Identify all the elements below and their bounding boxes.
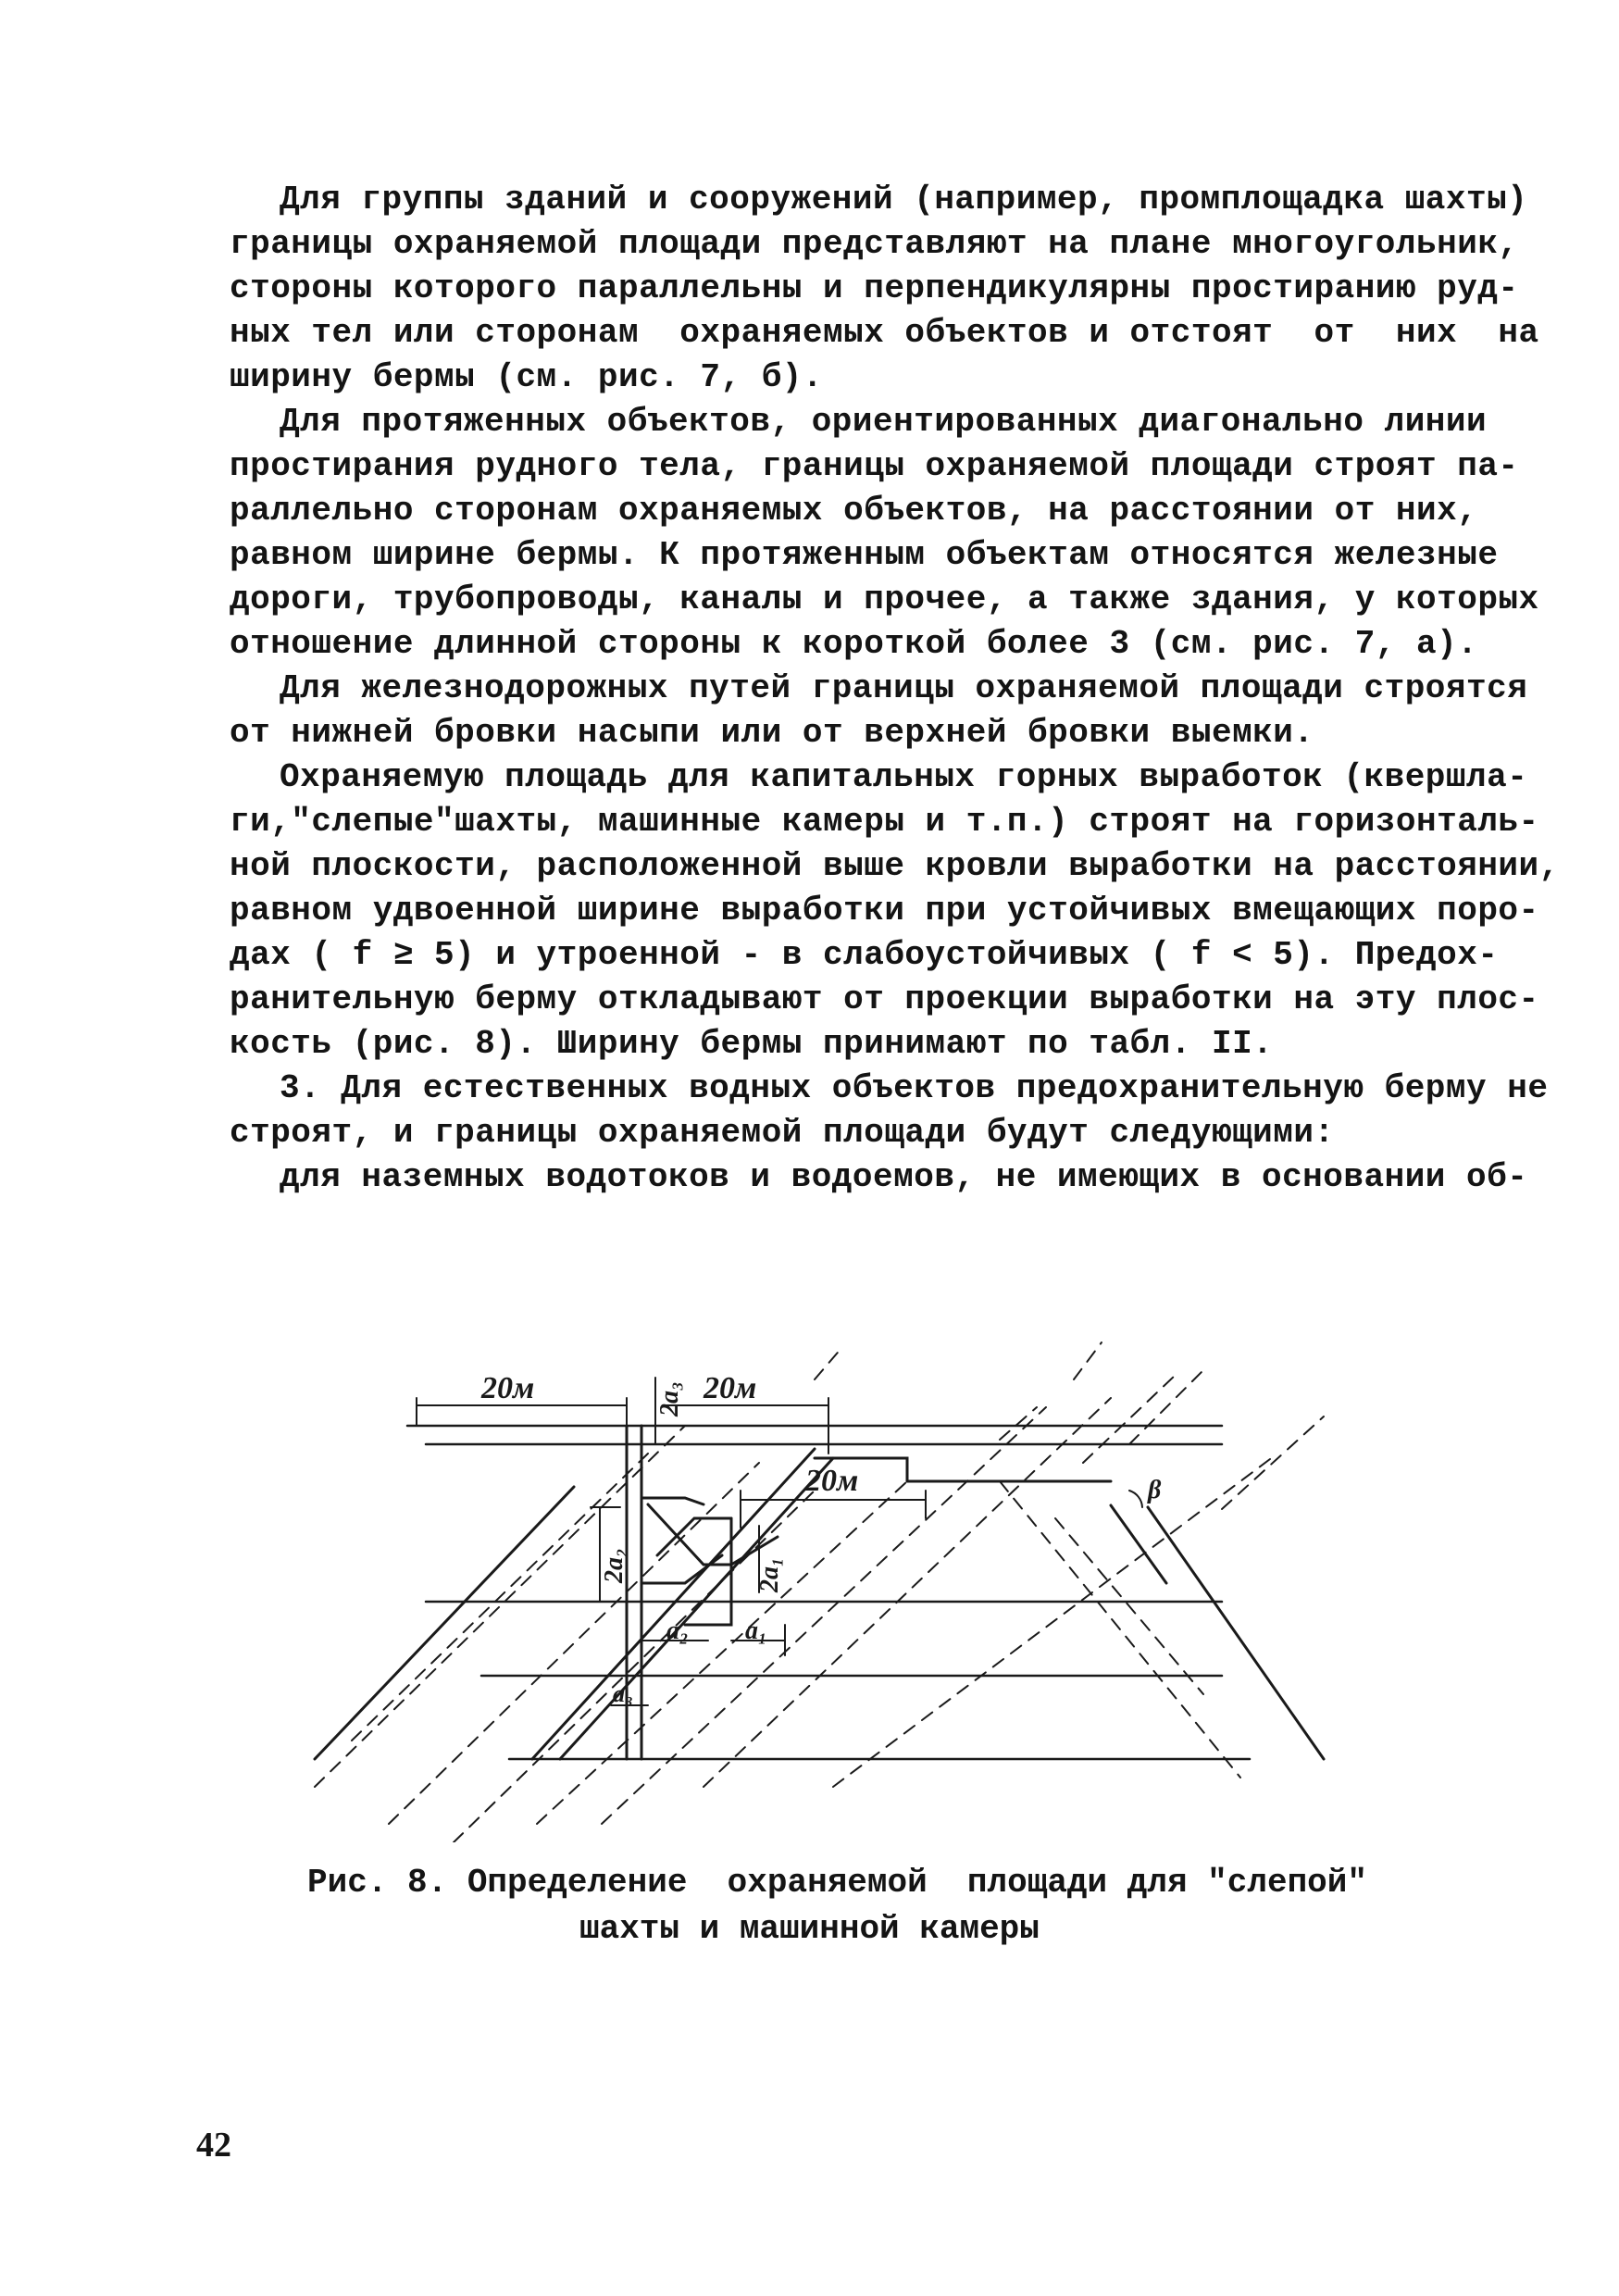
text-line: ширину бермы (см. рис. 7, б).	[230, 358, 824, 396]
text-line: дах ( f ≥ 5) и утроенной - в слабоустойчивых ( f < 5). Предох-	[230, 936, 1499, 974]
text-line: Охраняемую площадь для капитальных горных выработок (квершла-	[280, 758, 1528, 796]
solid-boundary-lines	[315, 1487, 1324, 1759]
inclined-drift	[532, 1449, 833, 1759]
text-line: стороны которого параллельны и перпендикулярны простиранию руд-	[230, 269, 1519, 307]
page-number: 42	[196, 2126, 231, 2165]
dashed-construction-lines	[315, 1342, 1324, 1842]
dim-label-20m-lower: 20м	[805, 1464, 859, 1498]
text-line: ных тел или сторонам охраняемых объектов и отстоят от них на	[230, 314, 1539, 352]
figure-caption-line-2: шахты и машинной камеры	[579, 1910, 1040, 1948]
dim-label-2a3: 2a₃	[655, 1381, 684, 1416]
dim-label-a2: a₂	[666, 1616, 689, 1645]
angle-label-beta: β	[1148, 1476, 1162, 1504]
dim-label-2a2: 2a₂	[600, 1548, 629, 1583]
text-line: для наземных водотоков и водоемов, не имеющих в основании об-	[280, 1158, 1528, 1196]
figure-caption-line-1: Рис. 8. Определение охраняемой площади для "слепой"	[307, 1864, 1367, 1902]
text-line: строят, и границы охраняемой площади будут следующими:	[230, 1114, 1335, 1152]
text-line: Для группы зданий и сооружений (например, промплощадка шахты)	[280, 181, 1528, 218]
dim-label-a3: a₃	[613, 1680, 634, 1707]
text-line: границы охраняемой площади представляют на плане многоугольник,	[230, 225, 1519, 263]
dim-label-20m-left: 20м	[481, 1371, 535, 1405]
text-line: отношение длинной стороны к короткой более 3 (см. рис. 7, а).	[230, 625, 1478, 663]
text-line: раллельно сторонам охраняемых объектов, на расстоянии от них,	[230, 492, 1478, 530]
text-line: Для протяженных объектов, ориентированных диагонально линии	[280, 403, 1488, 441]
text-line: 3. Для естественных водных объектов предохранительную берму не	[280, 1069, 1549, 1107]
text-line: кость (рис. 8). Ширину бермы принимают по табл. II.	[230, 1025, 1274, 1063]
text-line: ранительную берму откладывают от проекции выработки на эту плос-	[230, 980, 1539, 1018]
dim-label-20m-right: 20м	[704, 1371, 757, 1405]
dim-label-a1: a₁	[745, 1616, 767, 1645]
text-line: ной плоскости, расположенной выше кровли выработки на расстоянии,	[230, 847, 1560, 885]
angle-beta-arc	[1129, 1491, 1142, 1507]
text-line: равном ширине бермы. К протяженным объектам относятся железные	[230, 536, 1499, 574]
figure-8-svg	[296, 1305, 1333, 1842]
text-line: Для железнодорожных путей границы охраняемой площади строятся	[280, 669, 1528, 707]
machine-chamber	[641, 1458, 1111, 1625]
text-line: дороги, трубопроводы, каналы и прочее, а также здания, у которых	[230, 580, 1539, 618]
dim-label-2a1: 2a₁	[755, 1557, 784, 1592]
figure-8-diagram	[296, 1305, 1333, 1842]
text-line: от нижней бровки насыпи или от верхней бровки выемки.	[230, 714, 1314, 752]
text-line: простирания рудного тела, границы охраняемой площади строят па-	[230, 447, 1519, 485]
text-line: равном удвоенной ширине выработки при устойчивых вмещающих поро-	[230, 892, 1539, 930]
text-line: ги,"слепые"шахты, машинные камеры и т.п.) строят на горизонталь-	[230, 803, 1539, 841]
